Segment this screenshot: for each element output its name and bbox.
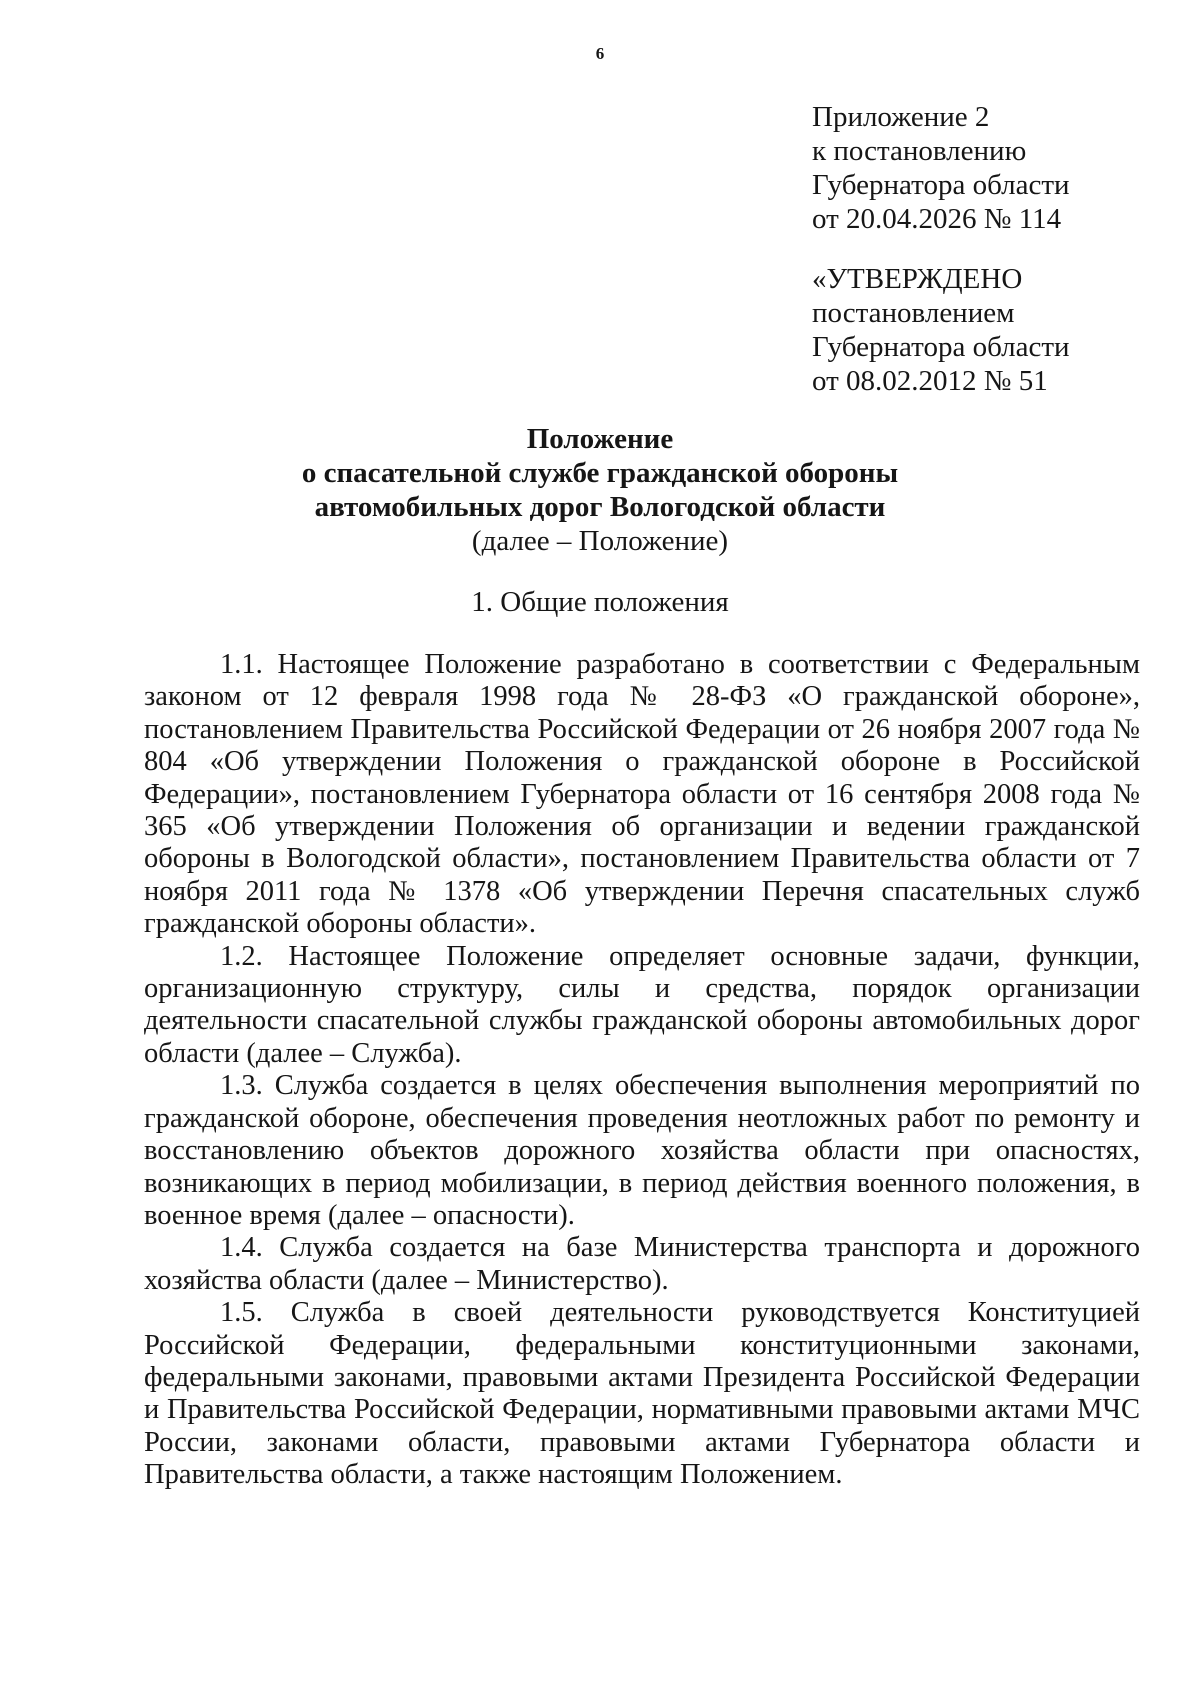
approved-stamp xyxy=(812,262,1142,398)
appendix-stamp-line: к постановлению xyxy=(812,135,1027,167)
approved-stamp-line: «УТВЕРЖДЕНО xyxy=(812,263,1023,295)
paragraph: 1.3. Служба создается в целях обеспечения выполнения мероприятий по гражданской обороне, обеспечения проведения неотложных работ по ремонту и восстановлению объектов дорожного хозяйства области при опасностях, возникающих в период мобилизации, в период действия военного положения, в военное время (далее – опасности). xyxy=(144,1070,1140,1231)
title-line: автомобильных дорог Вологодской области xyxy=(314,491,886,523)
paragraph: 1.5. Служба в своей деятельности руководствуется Конституцией Российской Федерации, федеральными конституционными законами, федеральными законами, правовыми актами Президента Российской Федерации и Правительства Российской Федерации, нормативными правовыми актами МЧС России, законами области, правовыми актами Губернатора области и Правительства области, а также настоящим Положением. xyxy=(144,1297,1140,1491)
appendix-stamp-line: Губернатора области xyxy=(812,169,1070,201)
paragraph: 1.2. Настоящее Положение определяет основные задачи, функции, организационную структуру, силы и средства, порядок организации деятельности спасательной службы гражданской обороны автомобильных дорог области (далее – Служба). xyxy=(144,940,1140,1069)
document-title xyxy=(0,422,1200,558)
appendix-stamp xyxy=(812,100,1142,236)
title-subline: (далее – Положение) xyxy=(471,525,729,557)
approved-stamp-line: от 08.02.2012 № 51 xyxy=(812,365,1048,397)
appendix-stamp-line: от 20.04.2026 № 114 xyxy=(812,203,1062,235)
title-line: о спасательной службе гражданской обороны xyxy=(301,457,899,489)
paragraph: 1.1. Настоящее Положение разработано в соответствии с Федеральным законом от 12 февраля 1998 года № 28-ФЗ «О гражданской обороне», постановлением Правительства Российской Федерации от 26 ноября 2007 года № 804 «Об утверждении Положения о гражданской обороне в Российской Федерации», постановлением Губернатора области от 16 сентября 2008 года № 365 «Об утверждении Положения об организации и ведении гражданской обороны в Вологодской области», постановлением Правительства области от 7 ноября 2011 года № 1378 «Об утверждении Перечня спасательных служб гражданской обороны области». xyxy=(144,649,1140,940)
approved-stamp-line: постановлением xyxy=(812,297,1015,329)
section-heading: 1. Общие положения xyxy=(471,586,729,618)
appendix-stamp-line: Приложение 2 xyxy=(812,101,990,133)
approved-stamp-line: Губернатора области xyxy=(812,331,1070,363)
paragraph: 1.4. Служба создается на базе Министерства транспорта и дорожного хозяйства области (далее – Министерство). xyxy=(144,1232,1140,1296)
title-line: Положение xyxy=(526,423,674,455)
document-body xyxy=(144,649,1140,1492)
page-number: 6 xyxy=(595,44,605,63)
